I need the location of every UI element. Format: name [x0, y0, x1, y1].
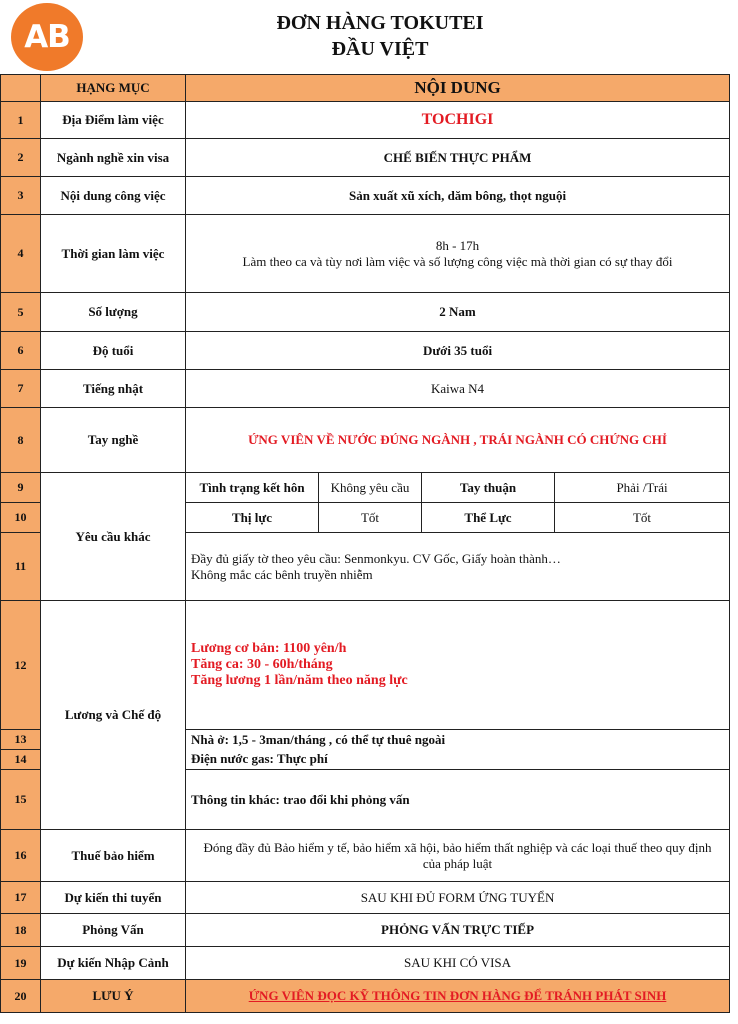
salary-details	[186, 601, 730, 730]
health-line: Không mắc các bênh truyền nhiễm	[191, 566, 373, 582]
logo-text: AB	[24, 19, 70, 55]
housing-value: Nhà ở: 1,5 - 3man/tháng , có thể tự thuê ngoài	[186, 730, 730, 750]
header-row	[1, 75, 730, 102]
documents-requirement	[186, 533, 730, 601]
marital-status-label: Tình trạng kết hôn	[186, 473, 319, 503]
row-number: 2	[1, 139, 41, 177]
row-17	[1, 882, 730, 914]
row-label: Tay nghề	[41, 408, 186, 473]
row-number: 10	[1, 503, 41, 533]
row-8	[1, 408, 730, 473]
row-12	[1, 601, 730, 730]
row-20	[1, 980, 730, 1013]
row-number: 8	[1, 408, 41, 473]
working-hours: 8h - 17h	[435, 237, 480, 253]
marital-status-value: Không yêu cầu	[319, 473, 422, 503]
row-5	[1, 293, 730, 332]
page-title	[230, 10, 530, 62]
row-number: 15	[1, 770, 41, 830]
row-number: 3	[1, 177, 41, 215]
row-number: 13	[1, 730, 41, 750]
row-19	[1, 947, 730, 980]
row-18	[1, 914, 730, 947]
other-info-value: Thông tin khác: trao đổi khi phỏng vấn	[186, 770, 730, 830]
row-label: Nội dung công việc	[41, 177, 186, 215]
note-value: ỨNG VIÊN ĐỌC KỸ THÔNG TIN ĐƠN HÀNG ĐỂ TRÁNH PHÁT SINH	[186, 980, 730, 1013]
base-salary: Lương cơ bản: 1100 yên/h	[191, 641, 347, 656]
other-requirements-label: Yêu cầu khác	[41, 473, 186, 601]
row-number: 7	[1, 370, 41, 408]
utilities-value: Điện nước gas: Thực phí	[186, 750, 730, 770]
row-label: Tiếng nhật	[41, 370, 186, 408]
overtime: Tăng ca: 30 - 60h/tháng	[191, 657, 333, 672]
row-label: Số lượng	[41, 293, 186, 332]
row-number: 20	[1, 980, 41, 1013]
visa-industry-value: CHẾ BIẾN THỰC PHẨM	[186, 139, 730, 177]
order-table	[0, 74, 730, 1013]
row-number: 9	[1, 473, 41, 503]
handedness-label: Tay thuận	[422, 473, 555, 503]
working-time-note: Làm theo ca và tùy nơi làm việc và số lượng công việc mà thời gian có sự thay đổi	[242, 253, 673, 269]
title-line-2: ĐẦU VIỆT	[331, 38, 429, 60]
salary-label: Lương và Chế độ	[41, 601, 186, 830]
row-number: 16	[1, 830, 41, 882]
row-label: Phỏng Vấn	[41, 914, 186, 947]
handedness-value: Phải /Trái	[555, 473, 730, 503]
row-3	[1, 177, 730, 215]
row-number: 18	[1, 914, 41, 947]
interview-value: PHỎNG VẤN TRỰC TIẾP	[186, 914, 730, 947]
working-time-value	[186, 215, 730, 293]
row-7	[1, 370, 730, 408]
fitness-label: Thể Lực	[422, 503, 555, 533]
documents-line: Đầy đủ giấy tờ theo yêu cầu: Senmonkyu. CV Gốc, Giấy hoàn thành…	[191, 550, 561, 566]
row-number: 1	[1, 102, 41, 139]
eyesight-label: Thị lực	[186, 503, 319, 533]
fitness-value: Tốt	[555, 503, 730, 533]
row-label: Thời gian làm việc	[41, 215, 186, 293]
header-num-cell	[1, 75, 41, 102]
exam-schedule-value: SAU KHI ĐỦ FORM ỨNG TUYỂN	[186, 882, 730, 914]
row-1	[1, 102, 730, 139]
header-content: NỘI DUNG	[186, 75, 730, 102]
row-number: 17	[1, 882, 41, 914]
logo	[11, 3, 83, 71]
eyesight-value: Tốt	[319, 503, 422, 533]
row-6	[1, 332, 730, 370]
row-label: Ngành nghề xin visa	[41, 139, 186, 177]
row-4	[1, 215, 730, 293]
quantity-value: 2 Nam	[186, 293, 730, 332]
row-9	[1, 473, 730, 503]
title-line-1: ĐƠN HÀNG TOKUTEI	[276, 12, 484, 34]
job-content-value: Sản xuất xũ xích, dăm bông, thọt nguội	[186, 177, 730, 215]
insurance-value: Đóng đầy đủ Bảo hiểm y tế, bảo hiểm xã hội, bảo hiểm thất nghiệp và các loại thuế theo quy định của pháp luật	[186, 830, 730, 882]
row-2	[1, 139, 730, 177]
raise: Tăng lương 1 lần/năm theo năng lực	[191, 673, 408, 688]
header-category: HẠNG MỤC	[41, 75, 186, 102]
row-number: 11	[1, 533, 41, 601]
skill-value: ỨNG VIÊN VỀ NƯỚC ĐÚNG NGÀNH , TRÁI NGÀNH CÓ CHỨNG CHỈ	[186, 408, 730, 473]
row-number: 12	[1, 601, 41, 730]
age-value: Dưới 35 tuổi	[186, 332, 730, 370]
entry-schedule-value: SAU KHI CÓ VISA	[186, 947, 730, 980]
row-number: 14	[1, 750, 41, 770]
japanese-level-value: Kaiwa N4	[186, 370, 730, 408]
row-number: 19	[1, 947, 41, 980]
workplace-value: TOCHIGI	[186, 102, 730, 139]
row-number: 4	[1, 215, 41, 293]
row-number: 6	[1, 332, 41, 370]
row-label: Dự kiến Nhập Cảnh	[41, 947, 186, 980]
row-number: 5	[1, 293, 41, 332]
note-label: LƯU Ý	[41, 980, 186, 1013]
row-16	[1, 830, 730, 882]
row-label: Địa Điểm làm việc	[41, 102, 186, 139]
row-label: Độ tuổi	[41, 332, 186, 370]
row-label: Dự kiến thi tuyển	[41, 882, 186, 914]
row-label: Thuế bảo hiểm	[41, 830, 186, 882]
